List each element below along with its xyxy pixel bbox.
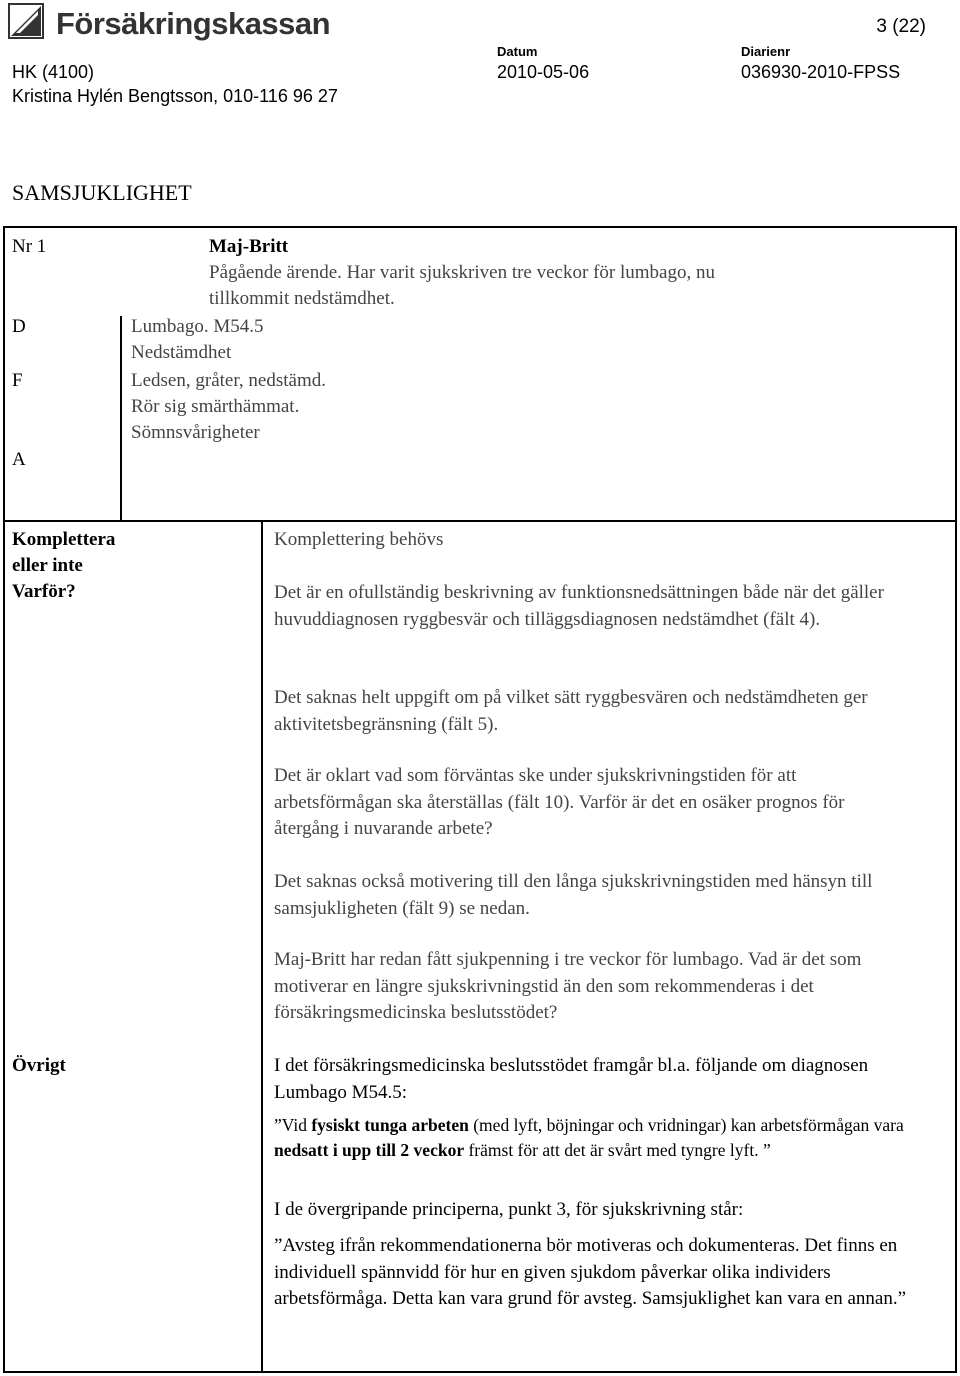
section-title: SAMSJUKLIGHET <box>12 180 192 205</box>
case-intro-line: tillkommit nedstämdhet. <box>209 288 395 309</box>
forsakringskassan-logo-icon <box>8 3 44 39</box>
komplettera-label: eller inte <box>12 555 83 576</box>
komplettering-paragraph: Maj-Britt har redan fått sjukpenning i tre veckor för lumbago. Vad är det som motiverar en längre sjukskrivningstid än den som rekommenderas i det försäkringsmedicinska beslutsstödet? <box>274 949 862 1023</box>
diarienr-label: Diarienr <box>741 44 791 59</box>
row-divider <box>3 520 957 522</box>
date-value: 2010-05-06 <box>497 62 590 82</box>
komplettering-paragraph: Det är en ofullständig beskrivning av funktionsnedsättningen både när det gäller huvuddiagnosen ryggbesvär och tilläggsdiagnosen nedstämdhet (fält 4). <box>274 582 884 630</box>
ovrigt-paragraph: I de övergripande principerna, punkt 3, för sjukskrivning står: <box>274 1199 744 1220</box>
komplettera-label: Komplettera <box>12 529 116 550</box>
komplettering-paragraph: Det är oklart vad som förväntas ske under sjukskrivningstiden för att arbetsförmågan ska återställas (fält 10). Varför är det en osäker prognos för återgång i nuvarande arbete? <box>274 765 845 839</box>
patient-name: Maj-Britt <box>209 236 289 257</box>
komplettera-label: Varför? <box>12 581 76 602</box>
d-label: D <box>12 316 26 337</box>
ovrigt-paragraph: I det försäkringsmedicinska beslutsstödet framgår bl.a. följande om diagnosen Lumbago M54.5: <box>274 1055 869 1103</box>
function-line: Sömnsvårigheter <box>131 422 260 443</box>
function-line: Rör sig smärthämmat. <box>131 396 300 417</box>
diagnosis-line: Lumbago. M54.5 <box>131 316 264 337</box>
guideline-quote: ”Vid fysiskt tunga arbeten (med lyft, böjningar och vridningar) kan arbetsförmågan vara nedsatt i upp till 2 veckor främst för att det är svårt med tyngre lyft. ” <box>274 1115 904 1160</box>
diarienr-value: 036930-2010-FPSS <box>741 62 901 82</box>
komplettering-heading: Komplettering behövs <box>274 529 444 550</box>
table-bottom-border <box>3 1371 957 1373</box>
page-number: 3 (22) <box>876 16 926 37</box>
unit-code: HK (4100) <box>12 62 95 82</box>
f-label: F <box>12 370 23 391</box>
author-contact: Kristina Hylén Bengtsson, 010-116 96 27 <box>12 86 338 106</box>
table-top-border <box>3 226 957 228</box>
komplettering-paragraph: Det saknas också motivering till den långa sjukskrivningstiden med hänsyn till samsjukligheten (fält 9) se nedan. <box>274 871 873 919</box>
diagnosis-line: Nedstämdhet <box>131 342 232 363</box>
a-label: A <box>12 449 26 470</box>
komplettering-paragraph: Det saknas helt uppgift om på vilket sätt ryggbesvären och nedstämdheten ger aktivitetsbegränsning (fält 5). <box>274 687 868 735</box>
table-right-border <box>955 226 957 1373</box>
brand-name: Försäkringskassan <box>56 6 331 41</box>
date-label: Datum <box>497 44 538 59</box>
function-line: Ledsen, gråter, nedstämd. <box>131 370 326 391</box>
principles-quote: ”Avsteg ifrån rekommendationerna bör motiveras och dokumenteras. Det finns en individuell spännvidd för hur en given sjukdom påverkar olika individers arbetsförmåga. Detta kan vara grund för avsteg. Samsjuklighet kan vara en annan.” <box>274 1235 907 1309</box>
dfa-column-divider <box>120 316 122 520</box>
label-column-divider <box>261 520 263 1372</box>
case-intro-line: Pågående ärende. Har varit sjukskriven tre veckor för lumbago, nu <box>209 262 715 283</box>
case-number: Nr 1 <box>12 236 47 257</box>
ovrigt-label: Övrigt <box>12 1055 66 1076</box>
table-left-border <box>3 226 5 1373</box>
